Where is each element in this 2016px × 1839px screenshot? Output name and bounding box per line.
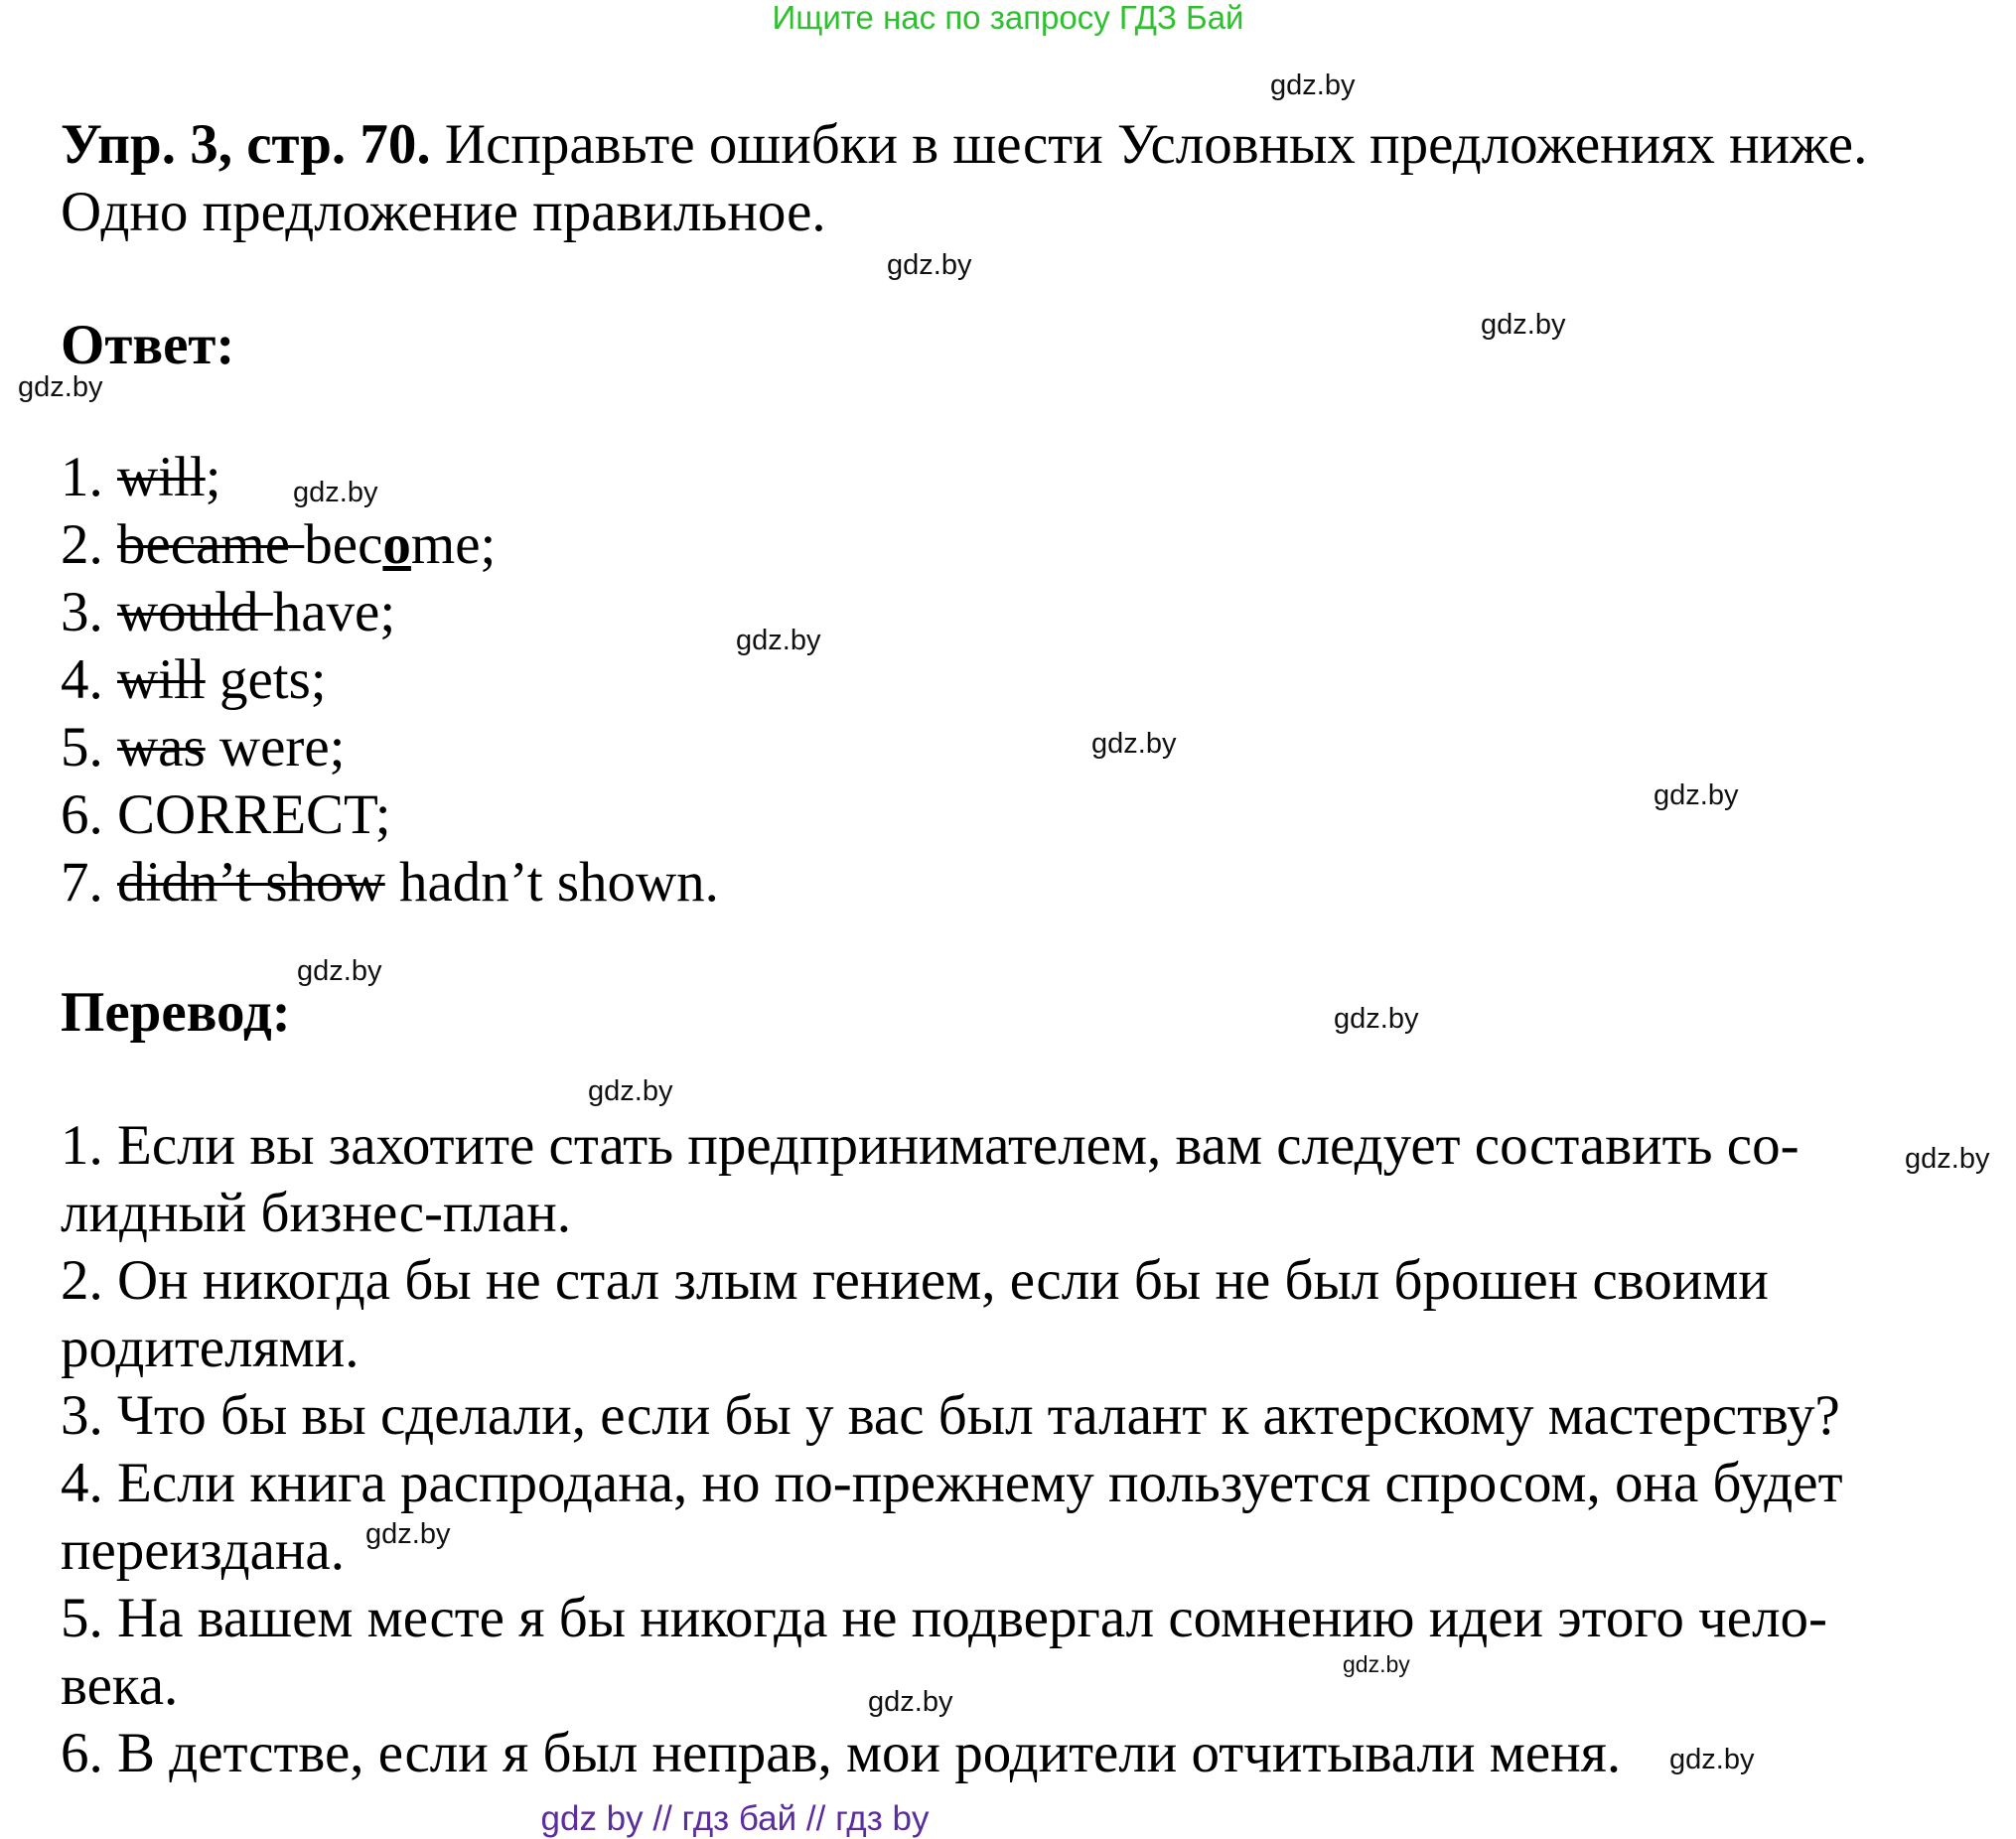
corrected-text: CORRECT; bbox=[117, 783, 391, 846]
answer-number: 6. bbox=[61, 783, 117, 846]
watermark: gdz.by bbox=[868, 1686, 953, 1718]
answer-item bbox=[61, 714, 719, 781]
watermark: gdz.by bbox=[1091, 728, 1177, 760]
struck-word: will bbox=[117, 648, 206, 711]
struck-word: will bbox=[117, 446, 206, 508]
watermark: gdz.by bbox=[1343, 1651, 1410, 1677]
corrected-text: gets; bbox=[205, 648, 327, 711]
struck-word: was bbox=[117, 716, 206, 778]
answer-number: 4. bbox=[61, 648, 117, 711]
corrected-text: have; bbox=[272, 581, 396, 643]
translation-line: 1. Если вы захотите стать предпринимателем, вам следует составить со- bbox=[61, 1114, 1800, 1177]
task-statement bbox=[61, 111, 1867, 246]
task-text-line1: Исправьте ошибки в шести Условных предложениях ниже. bbox=[430, 113, 1868, 176]
answer-number: 1. bbox=[61, 446, 117, 508]
answer-item bbox=[61, 511, 719, 579]
watermark: gdz.by bbox=[1905, 1143, 1990, 1175]
watermark: gdz.by bbox=[1481, 309, 1566, 341]
answer-number: 5. bbox=[61, 716, 117, 778]
translation-line: переиздана. bbox=[61, 1519, 345, 1582]
task-text-line2: Одно предложение правильное. bbox=[61, 181, 826, 243]
translation-line: века. bbox=[61, 1654, 179, 1717]
watermark: gdz.by bbox=[18, 371, 103, 403]
answer-number: 7. bbox=[61, 851, 117, 914]
watermark: gdz.by bbox=[588, 1075, 673, 1107]
translation-line: 5. На вашем месте я бы никогда не подвергал сомнению идеи этого чело- bbox=[61, 1587, 1828, 1649]
translation-line: лидный бизнес-план. bbox=[61, 1182, 572, 1244]
watermark: gdz.by bbox=[1270, 70, 1356, 101]
watermark: gdz.by bbox=[365, 1518, 451, 1550]
answer-item bbox=[61, 646, 719, 714]
struck-word: would bbox=[117, 581, 273, 643]
bottom-banner[interactable]: gdz by // гдз бай // гдз by bbox=[540, 1799, 930, 1838]
watermark: gdz.by bbox=[736, 625, 821, 656]
watermark: gdz.by bbox=[1334, 1003, 1419, 1035]
answer-list bbox=[61, 444, 719, 917]
corrected-text: were; bbox=[205, 716, 346, 778]
highlighted-letter: o bbox=[382, 513, 411, 576]
answer-item bbox=[61, 444, 719, 511]
translation-line: 2. Он никогда бы не стал злым гением, если бы не был брошен своими bbox=[61, 1249, 1769, 1312]
watermark: gdz.by bbox=[293, 477, 378, 508]
translation-line: родителями. bbox=[61, 1317, 360, 1379]
struck-word: became bbox=[117, 513, 305, 576]
answer-number: 2. bbox=[61, 513, 117, 576]
translation-heading: Перевод: bbox=[61, 981, 291, 1044]
corrected-text: me; bbox=[410, 513, 497, 576]
answer-item bbox=[61, 781, 719, 849]
translation-line: 3. Что бы вы сделали, если бы у вас был талант к актерскому мастерству? bbox=[61, 1384, 1840, 1447]
watermark: gdz.by bbox=[887, 249, 972, 281]
task-label: Упр. 3, стр. 70. bbox=[61, 113, 431, 176]
answer-heading: Ответ: bbox=[61, 314, 235, 376]
struck-word: didn’t show bbox=[117, 851, 385, 914]
corrected-text: hadn’t shown. bbox=[384, 851, 719, 914]
translation-line: 4. Если книга распродана, но по-прежнему пользуется спросом, она будет bbox=[61, 1452, 1843, 1514]
answer-item bbox=[61, 849, 719, 917]
answer-item bbox=[61, 579, 719, 646]
watermark: gdz.by bbox=[297, 955, 382, 987]
top-banner[interactable]: Ищите нас по запросу ГДЗ Бай bbox=[772, 0, 1244, 36]
corrected-text: ; bbox=[205, 446, 221, 508]
translation-line: 6. В детстве, если я был неправ, мои родители отчитывали меня. bbox=[61, 1722, 1622, 1784]
corrected-text: bec bbox=[304, 513, 383, 576]
watermark: gdz.by bbox=[1654, 779, 1739, 811]
watermark: gdz.by bbox=[1669, 1744, 1755, 1775]
answer-number: 3. bbox=[61, 581, 117, 643]
